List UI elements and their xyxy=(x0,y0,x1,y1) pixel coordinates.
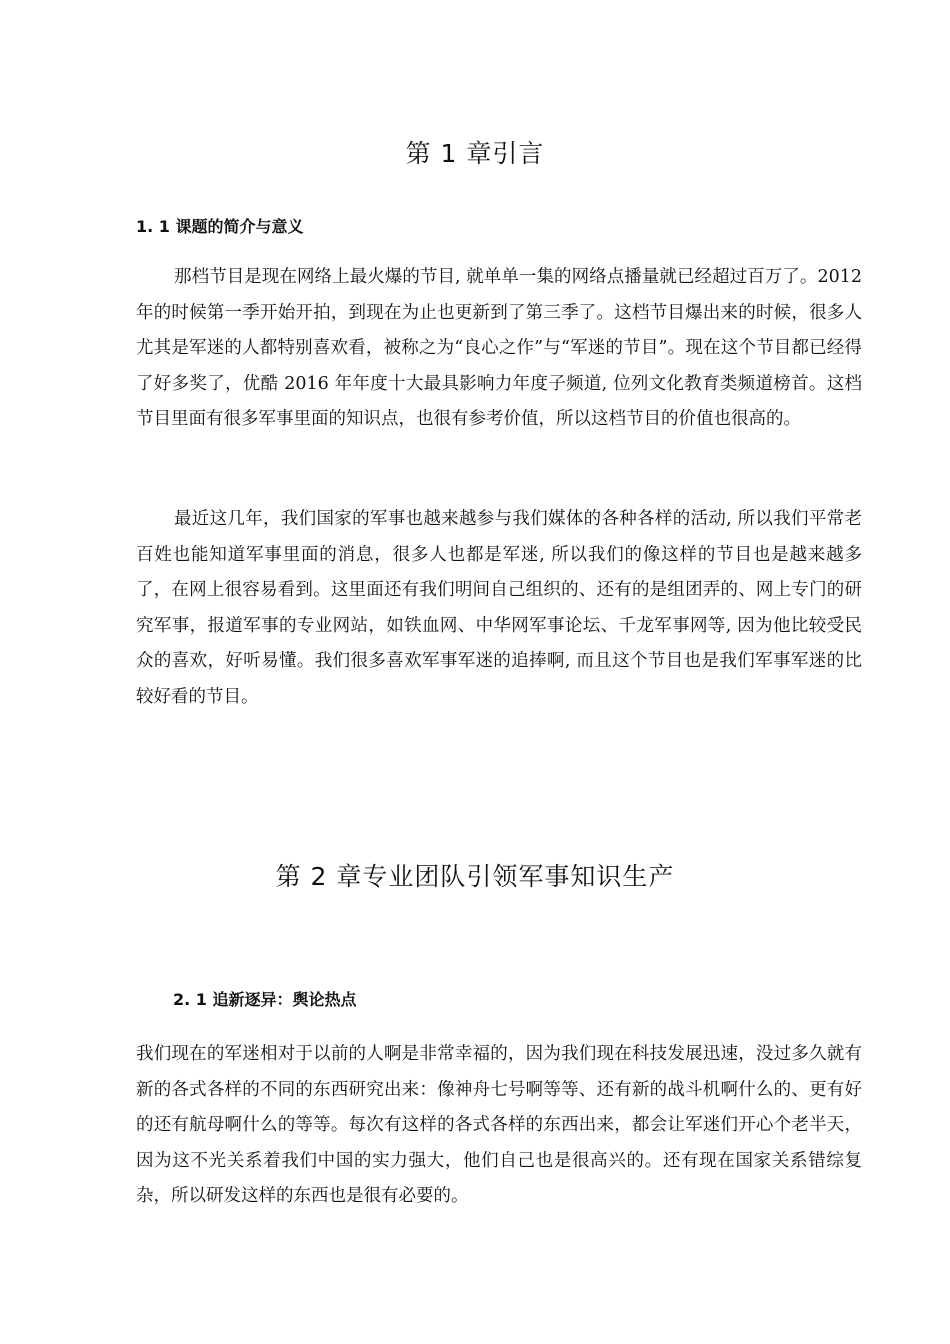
section-2-1-title: 2. 1 追新逐异：舆论热点 xyxy=(173,990,357,1009)
paragraph-2-1-1: 我们现在的军迷相对于以前的人啊是非常幸福的，因为我们现在科技发展迅速，没过多久就有新的各式各样的不同的东西研究出来：像神舟七号啊等等、还有新的战斗机啊什么的、更有好的还有航母啊什么的等等。每次有这样的各式各样的东西出来，都会让军迷们开心个老半天，因为这不光关系着我们中国的实力强大，他们自己也是很高兴的。还有现在国家关系错综复杂，所以研发这样的东西也是很有必要的。 xyxy=(136,1044,862,1206)
chapter-1-title: 第 1 章引言 xyxy=(405,139,545,168)
paragraph-1-1-2: 最近这几年，我们国家的军事也越来越参与我们媒体的各种各样的活动, 所以我们平常老百姓也能知道军事里面的消息，很多人也都是军迷, 所以我们的像这样的节目也是越来越多了，在网上很容易看到。这里面还有我们明间自己组织的、还有的是组团弄的、网上专门的研究军事，报道军事的专业网站，如铁血网、中华网军事论坛、千龙军事网等, 因为他比较受民众的喜欢，好听易懂。我们很多喜欢军事军迷的追捧啊, 而且这个节目也是我们军事军迷的比较好看的节目。 xyxy=(136,509,862,707)
paragraph-1-1-1: 那档节目是现在网络上最火爆的节目, 就单单一集的网络点播量就已经超过百万了。2012 年的时候第一季开始开拍，到现在为止也更新到了第三季了。这档节目爆出来的时候，很多人尤其是军迷的人都特别喜欢看，被称之为“良心之作”与“军迷的节目”。现在这个节目都已经得了好多奖了，优酷 2016 年年度十大最具影响力年度子频道, 位列文化教育类频道榜首。这档节目里面有很多军事里面的知识点，也很有参考价值，所以这档节目的价值也很高的。 xyxy=(136,267,862,429)
chapter-2-title: 第 2 章专业团队引领军事知识生产 xyxy=(275,862,675,891)
section-1-1-title: 1. 1 课题的简介与意义 xyxy=(136,217,304,236)
